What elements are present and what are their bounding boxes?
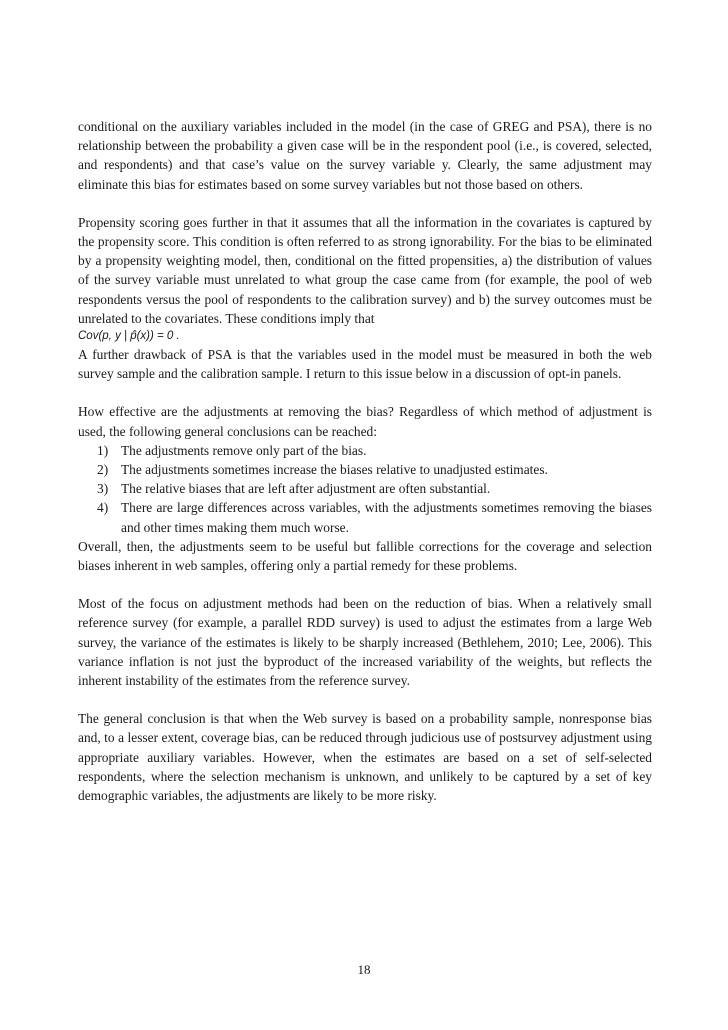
- list-item-text: The adjustments remove only part of the bias.: [121, 442, 367, 458]
- paragraph-5: Overall, then, the adjustments seem to be useful but fallible corrections for the coverage and selection biases inherent in web samples, offering only a partial remedy for these problems.: [78, 538, 652, 574]
- conclusions-list: [78, 441, 652, 537]
- list-item: [78, 498, 652, 536]
- formula-covariance: Cov(p, y | p̂(x)) = 0 .: [78, 330, 180, 343]
- paragraph-6: Most of the focus on adjustment methods had been on the reduction of bias. When a relatively small reference survey (for example, a parallel RDD survey) is used to adjust the estimates from a large Web survey, the variance of the estimates is likely to be sharply increased (Bethlehem, 2010; Lee, 2006). This variance inflation is not just the byproduct of the increased variability of the weights, but reflects the inherent instability of the estimates from the reference survey.: [78, 596, 652, 689]
- list-item-text: There are large differences across variables, with the adjustments sometimes removing the biases and other times making them much worse.: [121, 500, 652, 535]
- paragraph-2: Propensity scoring goes further in that it assumes that all the information in the covariates is captured by the propensity score. This condition is often referred to as strong ignorability. For the bias to be eliminated by a propensity weighting model, then, conditional on the fitted propensities, a) the distribution of values of the survey variable must unrelated to what group the case came from (for example, the pool of web respondents versus the pool of respondents to the calibration survey) and b) the survey outcomes must be unrelated to the covariates. These conditions imply that: [78, 214, 652, 326]
- list-item-number: 3): [97, 481, 109, 497]
- list-item: [78, 479, 652, 498]
- page-number: 18: [357, 962, 371, 977]
- list-item-number: 4): [97, 500, 109, 516]
- list-item-text: The adjustments sometimes increase the biases relative to unadjusted estimates.: [121, 462, 548, 478]
- paragraph-7: The general conclusion is that when the Web survey is based on a probability sample, nonresponse bias and, to a lesser extent, coverage bias, can be reduced through judicious use of postsurvey adjustment using appropriate auxiliary variables. However, when the estimates are based on a set of self-selected respondents, where the selection mechanism is unknown, and unlikely to be captured by a set of key demographic variables, the adjustments are likely to be more risky.: [78, 711, 652, 804]
- list-item-text: The relative biases that are left after adjustment are often substantial.: [121, 481, 491, 497]
- paragraph-3: A further drawback of PSA is that the variables used in the model must be measured in both the web survey sample and the calibration sample. I return to this issue below in a discussion of opt-in panels.: [78, 347, 652, 382]
- paragraph-4: How effective are the adjustments at removing the bias? Regardless of which method of adjustment is used, the following general conclusions can be reached:: [78, 404, 652, 439]
- page-body: [78, 117, 652, 824]
- paragraph-1: conditional on the auxiliary variables included in the model (in the case of GREG and PSA), there is no relationship between the probability a given case will be in the respondent pool (i.e., is covered, selected, and respondents) and that case’s value on the survey variable y. Clearly, the same adjustment may eliminate this bias for estimates based on some survey variables but not those based on others.: [78, 119, 652, 192]
- list-item: [78, 441, 652, 460]
- list-item: [78, 460, 652, 479]
- list-item-number: 1): [97, 442, 109, 458]
- list-item-number: 2): [97, 462, 109, 478]
